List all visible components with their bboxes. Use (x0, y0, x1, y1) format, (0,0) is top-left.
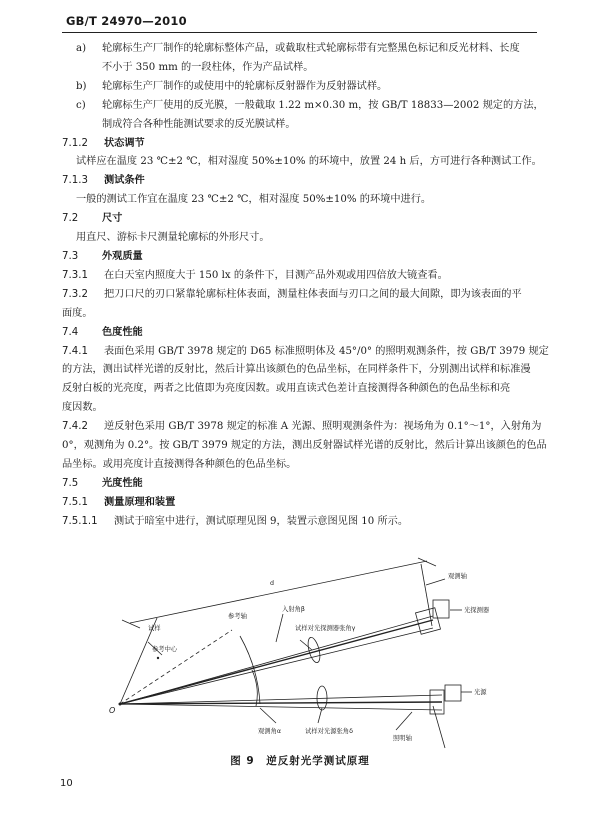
label-photodetector: 光探测器 (464, 607, 490, 614)
label-illumination-axis: 照明轴 (393, 735, 412, 742)
section-7-4-2: 7.4.2 逆反射色采用 GB/T 3978 规定的标准 A 光源、照明观测条件为：视场角为 0.1°～1°，入射角为 (62, 421, 542, 433)
label-entrance-angle: 入射角β (282, 606, 305, 613)
illumination-axis-leader (396, 712, 412, 730)
list-item-c-cont: 制成符合各种性能测试要求的反光膜试样。 (102, 118, 296, 130)
section-7-4-2-cont: 0°，观测角为 0.2°。按 GB/T 3979 规定的方法，测出反射器试样光谱的反射比，然后计算出该颜色的色品 (62, 440, 547, 452)
reference-axis-line (120, 630, 232, 704)
label-origin: O (109, 706, 116, 715)
observation-angle-leader (260, 708, 276, 723)
section-7-5-heading: 7.5 光度性能 (62, 477, 143, 489)
label-sample: 试样 (148, 625, 161, 632)
section-7-4-1-cont: 的方法，测出试样光谱的反射比，然后计算出该颜色的色品坐标，在同样条件下，分别测出试样和标准漫 (62, 364, 531, 376)
section-7-3-2-cont: 面度。 (62, 307, 93, 319)
section-7-1-2-heading: 7.1.2 状态调节 (62, 137, 145, 149)
list-marker: a) (76, 43, 87, 54)
list-item-a: a) 轮廓标生产厂制作的轮廓标整体产品，或截取柱式轮廓标带有完整黑色标记和反光材料、长度 (62, 40, 540, 59)
section-7-1-3-heading: 7.1.3 测试条件 (62, 175, 145, 187)
section-7-5-1-heading: 7.5.1 测量原理和装置 (62, 496, 176, 508)
label-light-source: 光源 (474, 689, 487, 696)
detector-angle-leader (300, 640, 312, 650)
list-item-b: b) 轮廓标生产厂制作的或使用中的轮廓标反射器作为反射器试样。 (62, 78, 540, 97)
section-7-1-3-text: 一般的测试工作宜在温度 23 ℃±2 ℃，相对湿度 50%±10% 的环境中进行。 (76, 194, 432, 206)
list-marker: b) (76, 80, 87, 92)
section-7-2-heading: 7.2 尺寸 (62, 213, 123, 225)
reference-center-point (157, 657, 159, 659)
label-observation-axis: 观测轴 (448, 573, 467, 580)
section-7-5-1-1: 7.5.1.1 测试于暗室中进行，测试原理见图 9，装置示意图见图 10 所示。 (62, 515, 409, 527)
label-sample-detector-angle: 试样对光探测器张角γ (295, 625, 356, 632)
label-d: d (270, 580, 274, 587)
retroreflection-principle-diagram (100, 530, 520, 750)
entrance-angle-leader (276, 614, 283, 642)
section-7-3-2: 7.3.2 把刀口尺的刃口紧靠轮廓标柱体表面，测量柱体表面与刃口之间的最大间隙，即为该表面的平 (62, 288, 522, 300)
list-item-c: c) 轮廓标生产厂使用的反光膜，一般截取 1.22 m×0.30 m，按 GB/T 18833—2002 规定的方法， (62, 97, 540, 116)
label-reference-axis: 参考轴 (228, 613, 247, 620)
page-number: 10 (60, 778, 73, 789)
source-angle-leader (318, 708, 322, 723)
origin-point (119, 703, 122, 706)
list-marker: c) (76, 99, 86, 111)
illumination-axis-extension (433, 706, 445, 748)
header-rule (62, 32, 537, 33)
figure-caption: 图 9 逆反射光学测试原理 (230, 755, 370, 767)
distance-d-line (130, 561, 427, 623)
label-reference-center: 参考中心 (152, 646, 178, 653)
observation-axis-main (120, 620, 433, 704)
observation-axis-leader (426, 579, 445, 585)
section-7-2-text: 用直尺、游标卡尺测量轮廓标的外形尺寸。 (76, 232, 270, 244)
observation-axis-extension (421, 564, 432, 626)
list-item-a-cont: 不小于 350 mm 的一段柱体，作为产品试样。 (102, 61, 314, 73)
section-7-4-heading: 7.4 色度性能 (62, 326, 143, 338)
section-7-4-1: 7.4.1 表面色采用 GB/T 3978 规定的 D65 标准照明体及 45°/0° 的照明观测条件，按 GB/T 3979 规定 (62, 345, 549, 357)
detector-cone-upper (120, 616, 433, 704)
body-text (62, 40, 549, 532)
section-7-4-2-cont: 品坐标。或用亮度计直接测得各种颜色的色品坐标。 (62, 458, 297, 470)
section-7-4-1-cont: 度因数。 (62, 402, 103, 414)
section-7-3-heading: 7.3 外观质量 (62, 250, 143, 262)
source-cone-lower (120, 704, 442, 710)
section-7-4-1-cont: 反射白板的光亮度，两者之比值即为亮度因数。或用直读式色差计直接测得各种颜色的色品坐标和亮 (62, 383, 511, 395)
standard-code-header: GB/T 24970—2010 (66, 14, 187, 28)
light-source-box (445, 685, 461, 701)
label-sample-source-angle: 试样对光源张角δ (305, 728, 353, 735)
section-7-1-2-text: 试样应在温度 23 ℃±2 ℃，相对湿度 50%±10% 的环境中，放置 24 h 后，方可进行各种测试工作。 (76, 156, 542, 168)
section-7-3-1: 7.3.1 在白天室内照度大于 150 lx 的条件下，目测产品外观或用四倍放大镜查看。 (62, 269, 448, 281)
label-observation-angle: 观测角α (258, 728, 282, 735)
